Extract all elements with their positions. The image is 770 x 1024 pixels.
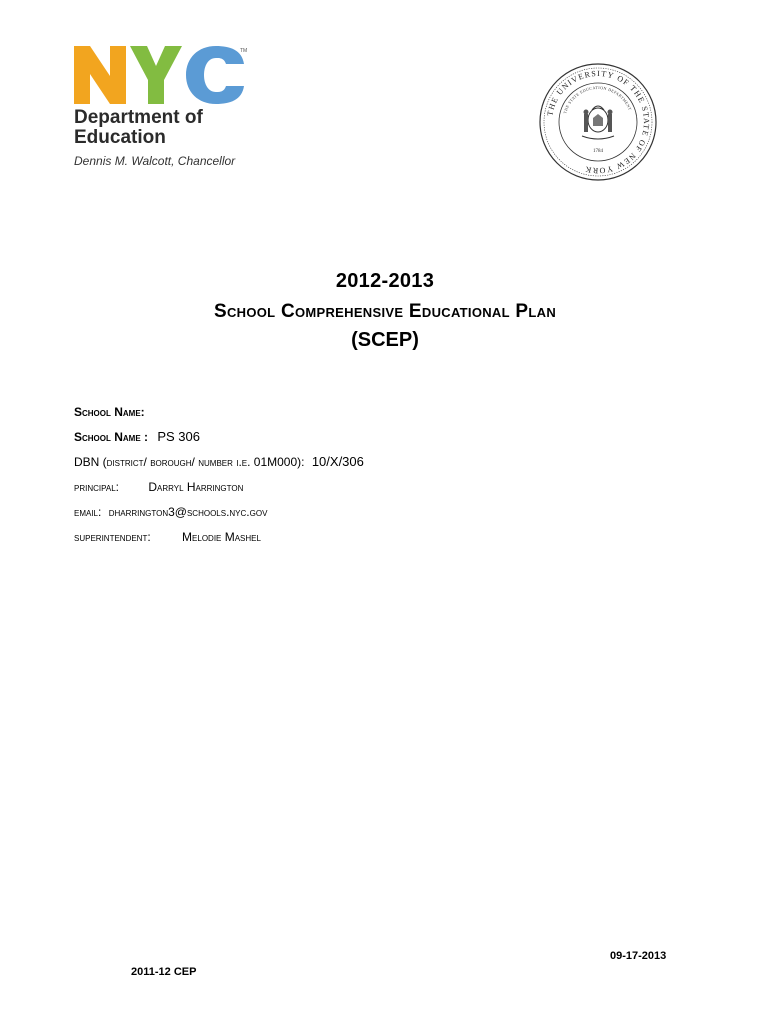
nyc-logo-icon bbox=[74, 46, 250, 104]
dbn-row bbox=[74, 453, 694, 478]
school-info bbox=[74, 403, 694, 553]
school-name-label: School Name : bbox=[74, 430, 148, 444]
footer-code: 2011-12 CEP bbox=[131, 966, 197, 978]
superintendent-row bbox=[74, 528, 694, 553]
svg-text:THE UNIVERSITY OF THE STATE OF: THE UNIVERSITY OF THE STATE OF NEW YORK bbox=[545, 68, 652, 176]
dbn-value: 10/X/306 bbox=[311, 454, 364, 469]
document-date: 09-17-2013 bbox=[610, 950, 667, 962]
school-name-row-1 bbox=[74, 403, 694, 428]
principal-label: principal: bbox=[74, 480, 119, 494]
svg-text:THE STATE EDUCATION DEPARTMENT: THE STATE EDUCATION DEPARTMENT bbox=[562, 84, 633, 115]
title-main: School Comprehensive Educational Plan bbox=[213, 301, 557, 322]
principal-value: Darryl Harrington bbox=[148, 480, 244, 494]
dbn-label: DBN (district/ borough/ number i.e. 01M000): bbox=[74, 455, 305, 469]
email-label: email: bbox=[74, 505, 102, 519]
email-value: dharrington3@schools.nyc.gov bbox=[108, 505, 268, 519]
nyc-doe-logo bbox=[74, 46, 274, 168]
title-abbreviation: (SCEP) bbox=[351, 329, 419, 351]
superintendent-label: superintendent: bbox=[74, 530, 151, 544]
email-row bbox=[74, 503, 694, 528]
svg-text:1784: 1784 bbox=[593, 149, 603, 154]
school-name-row-2 bbox=[74, 428, 694, 453]
svg-text:TM: TM bbox=[240, 48, 248, 54]
document-title bbox=[0, 270, 770, 352]
department-name: Department of Education bbox=[74, 107, 203, 148]
superintendent-value: Melodie Mashel bbox=[182, 530, 261, 544]
seal-icon bbox=[538, 62, 658, 182]
school-name-label: School Name: bbox=[74, 405, 145, 419]
nys-university-seal bbox=[538, 62, 658, 182]
chancellor-name: Dennis M. Walcott, Chancellor bbox=[74, 154, 236, 168]
title-year: 2012-2013 bbox=[335, 270, 435, 292]
school-name-value: PS 306 bbox=[157, 429, 200, 444]
principal-row bbox=[74, 478, 694, 503]
